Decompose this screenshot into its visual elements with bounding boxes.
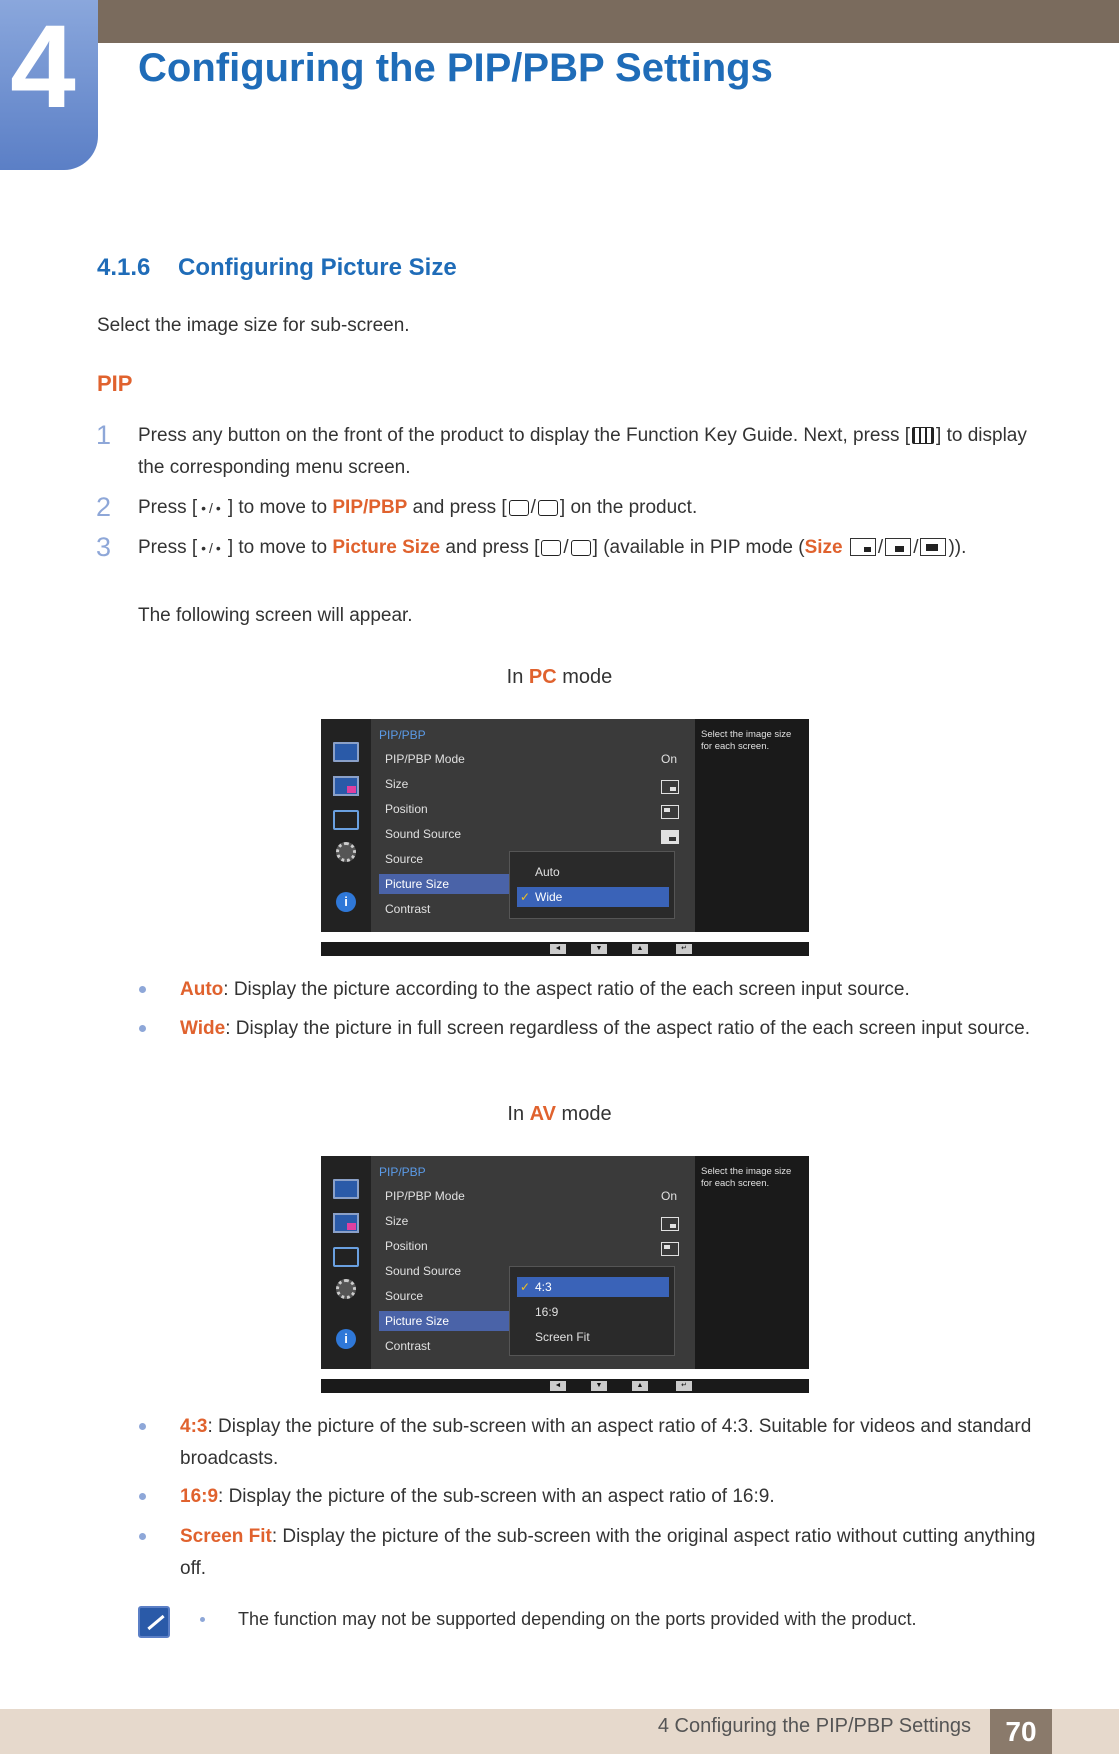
bullet-4-3 xyxy=(180,1411,1040,1475)
osd-item-pip-pbp-mode[interactable]: PIP/PBP Mode xyxy=(385,1189,465,1203)
left-button[interactable]: ◄ xyxy=(550,1381,566,1391)
menu-key-icon xyxy=(912,427,934,444)
pip-icon xyxy=(333,1213,359,1233)
picture-size-popup xyxy=(509,851,675,919)
up-down-key-icon: •/• xyxy=(201,540,224,556)
pc-mode-screen xyxy=(321,719,809,959)
chapter-title: Configuring the PIP/PBP Settings xyxy=(138,46,773,90)
bullet-desc: : Display the picture of the sub-screen with an aspect ratio of 4:3. Suitable for videos and standard broadcasts. xyxy=(180,1416,1032,1469)
step-text: and press [ xyxy=(440,537,540,558)
step-text: ] to move to xyxy=(227,497,333,518)
bullet-term: 4:3 xyxy=(180,1416,208,1437)
monitor-icon xyxy=(333,742,359,762)
osd-menu xyxy=(371,719,695,932)
down-button[interactable]: ▼ xyxy=(591,944,607,954)
highlight-text: Picture Size xyxy=(332,537,441,558)
osd-item-contrast[interactable]: Contrast xyxy=(385,1339,431,1353)
bullet-desc: : Display the picture of the sub-screen with the original aspect ratio without cutting anything off. xyxy=(180,1526,1036,1579)
step-text: and press [ xyxy=(407,497,507,518)
step-text: / xyxy=(913,537,919,558)
sound-source-icon xyxy=(661,830,679,844)
step-text: ] to display the corresponding menu screen. xyxy=(138,425,1027,478)
caption-highlight: AV xyxy=(529,1103,556,1125)
bullet-icon xyxy=(139,1025,146,1032)
key-separator: / xyxy=(209,540,216,556)
bullet-icon xyxy=(139,1533,146,1540)
bullet-icon xyxy=(139,1423,146,1430)
osd-item-pip-pbp-mode[interactable]: PIP/PBP Mode xyxy=(385,752,465,766)
option-16-9[interactable]: 16:9 xyxy=(535,1305,559,1319)
caption-highlight: PC xyxy=(528,666,557,688)
av-mode-caption xyxy=(0,1103,1119,1126)
step-number: 1 xyxy=(96,420,112,450)
monitor-icon xyxy=(333,1179,359,1199)
osd-item-sound-source[interactable]: Sound Source xyxy=(385,1264,462,1278)
bullet-screen-fit xyxy=(180,1521,1040,1585)
step-1 xyxy=(138,420,1038,484)
osd-item-position[interactable]: Position xyxy=(385,1239,428,1253)
check-icon: ✓ xyxy=(520,890,531,904)
down-button[interactable]: ▼ xyxy=(591,1381,607,1391)
osd-help-text: Select the image size for each screen. xyxy=(701,729,792,752)
chapter-number: 4 xyxy=(10,1,76,133)
size-icon xyxy=(661,1217,679,1231)
osd-item-position[interactable]: Position xyxy=(385,802,428,816)
left-button[interactable]: ◄ xyxy=(550,944,566,954)
size-icon xyxy=(661,780,679,794)
pip-icon xyxy=(333,776,359,796)
gear-icon xyxy=(336,1279,356,1299)
osd-item-source[interactable]: Source xyxy=(385,1289,424,1303)
info-icon: i xyxy=(336,892,356,912)
osd-item-picture-size[interactable]: Picture Size xyxy=(379,1311,509,1331)
osd-left-panel xyxy=(321,1156,371,1369)
bullet-auto xyxy=(180,974,1040,1006)
key-separator: / xyxy=(530,497,536,518)
footer-text: 4 Configuring the PIP/PBP Settings xyxy=(657,1715,971,1737)
osd-item-source[interactable]: Source xyxy=(385,852,424,866)
option-4-3[interactable] xyxy=(517,1277,669,1297)
osd-title: PIP/PBP xyxy=(379,728,426,742)
bullet-icon xyxy=(139,986,146,993)
caption-text: mode xyxy=(555,1103,612,1125)
section-title xyxy=(97,254,457,282)
osd-nav-bar xyxy=(321,1379,809,1393)
step-text: ] to move to xyxy=(227,537,333,558)
step-number: 3 xyxy=(96,532,112,562)
info-icon: i xyxy=(336,1329,356,1349)
bullet-desc: : Display the picture in full screen regardless of the aspect ratio of the each screen input source. xyxy=(225,1018,1030,1039)
position-icon xyxy=(661,805,679,819)
step-text: ] (available in PIP mode ( xyxy=(592,537,805,558)
pc-mode-caption xyxy=(0,666,1119,689)
bullet-icon xyxy=(200,1617,205,1622)
enter-button[interactable]: ↵ xyxy=(676,1381,692,1391)
osd-help-panel xyxy=(695,1156,809,1369)
bullet-desc: : Display the picture according to the aspect ratio of the each screen input source. xyxy=(223,979,910,1000)
option-wide[interactable] xyxy=(517,887,669,907)
osd-title: PIP/PBP xyxy=(379,1165,426,1179)
osd-mode-value: On xyxy=(660,1189,677,1203)
bullet-term: Screen Fit xyxy=(180,1526,272,1547)
osd-help-text: Select the image size for each screen. xyxy=(701,1166,792,1189)
return-key-icon xyxy=(571,540,591,556)
bullet-16-9 xyxy=(180,1481,1040,1513)
caption-text: In xyxy=(506,666,529,688)
position-icon xyxy=(661,1242,679,1256)
step-number: 2 xyxy=(96,492,112,522)
osd-menu xyxy=(371,1156,695,1369)
option-screen-fit[interactable]: Screen Fit xyxy=(535,1330,590,1344)
osd-left-panel xyxy=(321,719,371,932)
up-down-key-icon: •/• xyxy=(201,500,224,516)
step-2 xyxy=(138,492,1038,524)
move-icon xyxy=(333,1247,359,1267)
key-separator: / xyxy=(563,537,569,558)
note-icon xyxy=(138,1606,170,1638)
caption-text: In xyxy=(507,1103,530,1125)
size-large-icon xyxy=(920,538,946,556)
osd-mode-value: On xyxy=(660,752,677,766)
step-text: Press [ xyxy=(138,497,198,518)
osd-nav-bar xyxy=(321,942,809,956)
osd-item-picture-size[interactable]: Picture Size xyxy=(379,874,509,894)
option-label: 4:3 xyxy=(535,1280,552,1294)
return-key-icon xyxy=(538,500,558,516)
size-medium-icon xyxy=(885,538,911,556)
key-separator: / xyxy=(209,500,216,516)
bullet-desc: : Display the picture of the sub-screen with an aspect ratio of 16:9. xyxy=(218,1486,775,1507)
move-icon xyxy=(333,810,359,830)
bullet-term: Wide xyxy=(180,1018,226,1039)
picture-size-popup xyxy=(509,1266,675,1356)
step-3-followup: The following screen will appear. xyxy=(138,605,413,626)
enter-button[interactable]: ↵ xyxy=(676,944,692,954)
bullet-term: Auto xyxy=(180,979,224,1000)
option-auto[interactable]: Auto xyxy=(535,865,560,879)
intro-text: Select the image size for sub-screen. xyxy=(97,315,410,336)
size-small-icon xyxy=(850,538,876,556)
osd-help-panel xyxy=(695,719,809,932)
osd-item-size[interactable]: Size xyxy=(385,1214,409,1228)
bullet-icon xyxy=(139,1493,146,1500)
section-title-text: Configuring Picture Size xyxy=(178,254,457,281)
bullet-wide xyxy=(180,1013,1040,1045)
check-icon: ✓ xyxy=(520,1280,531,1294)
caption-text: mode xyxy=(556,666,613,688)
note-text: The function may not be supported depending on the ports provided with the product. xyxy=(238,1609,917,1629)
gear-icon xyxy=(336,842,356,862)
step-text: / xyxy=(877,537,884,558)
highlight-text: Size xyxy=(804,537,843,558)
step-text: ] on the product. xyxy=(559,497,698,518)
step-text: Press any button on the front of the product to display the Function Key Guide. Next, press [ xyxy=(138,425,911,446)
osd-item-contrast[interactable]: Contrast xyxy=(385,902,431,916)
highlight-text: PIP/PBP xyxy=(332,497,408,518)
option-label: Wide xyxy=(535,890,563,904)
enter-key-icon xyxy=(541,540,561,556)
osd-item-size[interactable]: Size xyxy=(385,777,409,791)
up-button[interactable]: ▲ xyxy=(632,944,648,954)
top-bar xyxy=(0,0,1119,43)
section-number: 4.1.6 xyxy=(97,254,151,281)
step-text: Press [ xyxy=(138,537,198,558)
page-number: 70 xyxy=(990,1709,1052,1754)
step-text: )). xyxy=(948,537,967,558)
pip-heading: PIP xyxy=(97,371,133,396)
enter-key-icon xyxy=(509,500,529,516)
step-3 xyxy=(138,532,1038,564)
bullet-term: 16:9 xyxy=(180,1486,219,1507)
up-button[interactable]: ▲ xyxy=(632,1381,648,1391)
av-mode-screen xyxy=(321,1156,809,1396)
osd-item-sound-source[interactable]: Sound Source xyxy=(385,827,462,841)
